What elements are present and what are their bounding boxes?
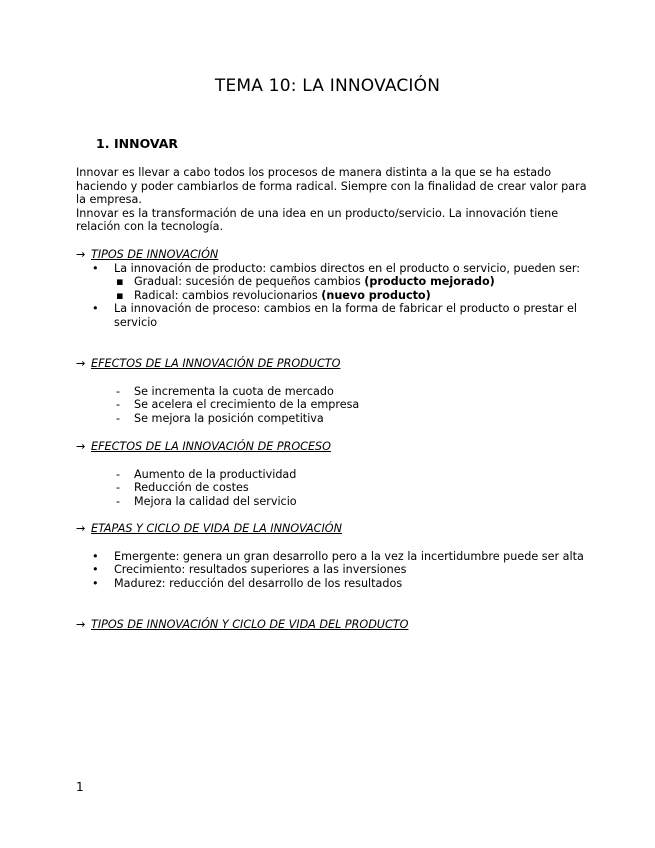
list-item bbox=[76, 398, 596, 412]
bullet-icon: • bbox=[92, 302, 99, 316]
page-number: 1 bbox=[76, 780, 84, 794]
arrow-right-icon: → bbox=[76, 618, 86, 631]
list-item-text: Radical: cambios revolucionarios bbox=[134, 288, 322, 302]
list-item-text: Emergente: genera un gran desarrollo pero a la vez la incertidumbre puede ser alta bbox=[114, 549, 584, 563]
list-item bbox=[76, 495, 596, 509]
list-item bbox=[76, 550, 596, 564]
intro-paragraph: Innovar es llevar a cabo todos los procesos de manera distinta a la que se ha estado haciendo y poder cambiarlos de forma radical. Siempre con la finalidad de crear valor para la empresa. bbox=[76, 166, 587, 207]
list-item bbox=[76, 302, 596, 329]
intro-block bbox=[76, 166, 596, 234]
dash-bullet-icon: - bbox=[116, 384, 121, 398]
list-item-text: Se incrementa la cuota de mercado bbox=[134, 384, 334, 398]
etapas-section bbox=[76, 522, 596, 590]
list-item bbox=[76, 412, 596, 426]
dash-bullet-icon: - bbox=[116, 494, 121, 508]
document-title: TEMA 10: LA INNOVACIÓN bbox=[214, 76, 441, 96]
bullet-icon: • bbox=[92, 576, 99, 590]
subheading-label: TIPOS DE INNOVACIÓN bbox=[91, 248, 219, 261]
list-item bbox=[76, 385, 596, 399]
bullet-icon: • bbox=[92, 261, 99, 275]
subheading-etapas bbox=[76, 522, 596, 536]
list-item bbox=[76, 468, 596, 482]
subheading-label: EFECTOS DE LA INNOVACIÓN DE PRODUCTO bbox=[91, 357, 341, 370]
efectos-producto-section bbox=[76, 357, 596, 425]
list-item bbox=[76, 289, 596, 303]
square-bullet-icon: ▪ bbox=[116, 275, 124, 289]
arrow-right-icon: → bbox=[76, 440, 86, 453]
list-item-text: Reducción de costes bbox=[134, 481, 249, 495]
subheading-label: TIPOS DE INNOVACIÓN Y CICLO DE VIDA DEL PRODUCTO bbox=[91, 618, 409, 631]
arrow-right-icon: → bbox=[76, 357, 86, 370]
efectos-producto-list bbox=[76, 385, 596, 426]
square-bullet-icon: ▪ bbox=[116, 288, 124, 302]
list-item bbox=[76, 275, 596, 289]
list-item-text: Madurez: reducción del desarrollo de los resultados bbox=[114, 576, 403, 590]
list-item-emphasis: (nuevo producto) bbox=[321, 288, 431, 302]
list-item-text: Aumento de la productividad bbox=[134, 467, 297, 481]
list-item-text: Se acelera el crecimiento de la empresa bbox=[134, 398, 360, 412]
tipos-ciclo-section bbox=[76, 618, 596, 632]
arrow-right-icon: → bbox=[76, 248, 86, 261]
list-item-text: Se mejora la posición competitiva bbox=[134, 411, 324, 425]
list-item bbox=[76, 262, 596, 276]
section-number: 1. bbox=[96, 136, 110, 151]
list-item-text: Gradual: sucesión de pequeños cambios bbox=[134, 275, 365, 289]
efectos-proceso-section bbox=[76, 440, 596, 508]
list-item-text: La innovación de producto: cambios directos en el producto o servicio, pueden ser: bbox=[114, 261, 581, 275]
list-item-text: Crecimiento: resultados superiores a las inversiones bbox=[114, 563, 407, 577]
bullet-icon: • bbox=[92, 549, 99, 563]
subheading-tipos bbox=[76, 248, 596, 262]
subheading-label: ETAPAS Y CICLO DE VIDA DE LA INNOVACIÓN bbox=[91, 522, 342, 535]
dash-bullet-icon: - bbox=[116, 411, 121, 425]
etapas-list bbox=[76, 550, 596, 591]
dash-bullet-icon: - bbox=[116, 481, 121, 495]
section-title: INNOVAR bbox=[114, 136, 178, 151]
list-item-text: Mejora la calidad del servicio bbox=[134, 494, 297, 508]
tipos-list bbox=[76, 262, 596, 330]
efectos-proceso-list bbox=[76, 468, 596, 509]
arrow-right-icon: → bbox=[76, 522, 86, 535]
subheading-tipos-ciclo bbox=[76, 618, 596, 632]
section-heading-innovar bbox=[96, 136, 178, 151]
list-item-emphasis: (producto mejorado) bbox=[364, 275, 495, 289]
intro-paragraph: Innovar es la transformación de una idea en un producto/servicio. La innovación tiene relación con la tecnología. bbox=[76, 206, 559, 234]
dash-bullet-icon: - bbox=[116, 467, 121, 481]
list-item-text: La innovación de proceso: cambios en la forma de fabricar el producto o prestar el servicio bbox=[114, 302, 578, 329]
subheading-efectos-producto bbox=[76, 357, 596, 371]
bullet-icon: • bbox=[92, 563, 99, 577]
dash-bullet-icon: - bbox=[116, 398, 121, 412]
subheading-label: EFECTOS DE LA INNOVACIÓN DE PROCESO bbox=[91, 440, 331, 453]
list-item bbox=[76, 481, 596, 495]
subheading-efectos-proceso bbox=[76, 440, 596, 454]
list-item bbox=[76, 577, 596, 591]
list-item bbox=[76, 563, 596, 577]
tipos-section bbox=[76, 248, 596, 330]
